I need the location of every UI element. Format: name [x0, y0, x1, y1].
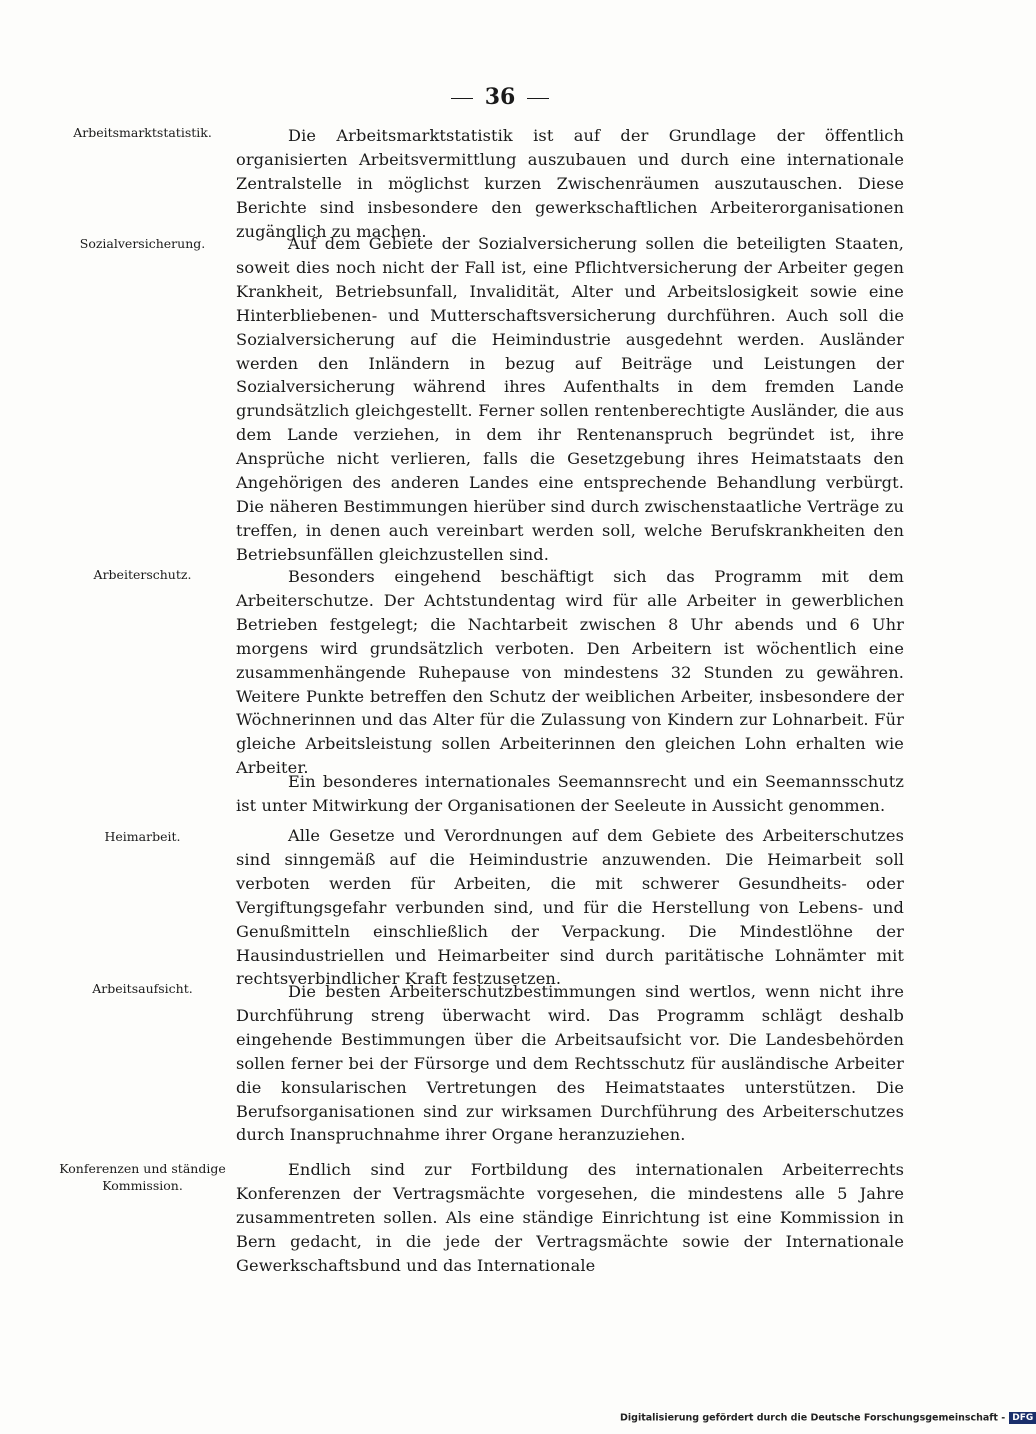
margin-label-arbeitsaufsicht: Arbeitsaufsicht.: [92, 981, 193, 996]
margin-label-arbeiterschutz: Arbeiterschutz.: [93, 567, 192, 582]
dash-right: [527, 98, 549, 99]
paragraph-arbeitsaufsicht: Die besten Arbeiterschutzbestimmungen sind wertlos, wenn nicht ihre Durchführung streng überwacht wird. Das Programm schlägt deshalb eingehende Bestimmungen über die Arbeitsaufsicht vor. Die Landesbehörden sollen ferner bei der Fürsorge und dem Rechtsschutz für ausländische Arbeiter die konsularischen Vertretungen des Heimatstaates unterstützen. Die Berufsorganisationen sind zur wirksamen Durchführung des Arbeiterschutzes durch Inanspruchnahme ihrer Organe heranzuziehen.: [236, 982, 904, 1145]
margin-label-heimarbeit: Heimarbeit.: [104, 829, 181, 844]
footer-text: Digitalisierung gefördert durch die Deutsche Forschungsgemeinschaft -: [620, 1412, 1006, 1424]
dfg-logo: DFG: [1009, 1412, 1036, 1424]
paragraph-konferenzen: Endlich sind zur Fortbildung des internationalen Arbeiterrechts Konferenzen der Vertragsmächte vorgesehen, die mindestens alle 5 Jahre zusammentreten sollen. Als eine ständige Einrichtung ist eine Kommission in Bern gedacht, in die jede der Vertragsmächte sowie der Internationale Gewerkschaftsbund und das Internationale: [236, 1160, 904, 1275]
margin-label-arbeitsmarktstatistik: Arbeitsmarktstatistik.: [73, 125, 212, 140]
paragraph-heimarbeit: Alle Gesetze und Verordnungen auf dem Gebiete des Arbeiterschutzes sind sinngemäß auf die Heimindustrie anzuwenden. Die Heimarbeit soll verboten werden für Arbeiten, die mit schwerer Gesundheits- oder Vergiftungsgefahr verbunden sind, und für die Herstellung von Lebens- und Genußmitteln einschließlich der Verpackung. Die Mindestlöhne der Hausindustriellen und Heimarbeiter sind durch paritätische Lohnämter mit rechtsverbindlicher Kraft festzusetzen.: [236, 826, 904, 989]
paragraph-seemannsrecht: Ein besonderes internationales Seemannsrecht und ein Seemannsschutz ist unter Mitwirkung der Organisationen der Seeleute in Aussicht genommen.: [236, 772, 904, 815]
paragraph-arbeitsmarktstatistik: Die Arbeitsmarktstatistik ist auf der Grundlage der öffentlich organisierten Arbeitsvermittlung auszubauen und durch eine internationale Zentralstelle in möglichst kurzen Zwischenräumen auszutauschen. Diese Berichte sind insbesondere den gewerkschaftlichen Arbeiterorganisationen zugänglich zu machen.: [236, 126, 904, 241]
page-number: [0, 84, 1000, 110]
margin-label-konferenzen: Konferenzen und ständige Kommission.: [59, 1161, 226, 1193]
footer: [620, 1412, 1036, 1424]
dash-left: [451, 98, 473, 99]
paragraph-arbeiterschutz: Besonders eingehend beschäftigt sich das Programm mit dem Arbeiterschutze. Der Achtstundentag wird für alle Arbeiter in gewerblichen Betrieben festgelegt; die Nachtarbeit zwischen 8 Uhr abends und 6 Uhr morgens wird grundsätzlich verboten. Den Arbeitern ist wöchentlich eine zusammenhängende Ruhepause von mindestens 32 Stunden zu gewähren. Weitere Punkte betreffen den Schutz der weiblichen Arbeiter, insbesondere der Wöchnerinnen und das Alter für die Zulassung von Kindern zur Lohnarbeit. Für gleiche Arbeitsleistung sollen Arbeiterinnen den gleichen Lohn erhalten wie Arbeiter.: [236, 567, 904, 778]
margin-label-sozialversicherung: Sozialversicherung.: [79, 236, 206, 251]
page-number-text: 36: [484, 84, 516, 110]
paragraph-sozialversicherung: Auf dem Gebiete der Sozialversicherung sollen die beteiligten Staaten, soweit dies noch nicht der Fall ist, eine Pflichtversicherung der Arbeiter gegen Krankheit, Betriebsunfall, Invalidität, Alter und Arbeitslosigkeit sowie eine Hinterbliebenen- und Mutterschaftsversicherung durchführen. Auch soll die Sozialversicherung auf die Heimindustrie ausgedehnt werden. Ausländer werden den Inländern in bezug auf Beiträge und Leistungen der Sozialversicherung während ihres Aufenthalts in dem fremden Lande grundsätzlich gleichgestellt. Ferner sollen rentenberechtigte Ausländer, die aus dem Lande verziehen, in dem ihr Rentenanspruch begründet ist, ihre Ansprüche nicht verlieren, falls die Gesetzgebung ihres Heimatstaats den Angehörigen des anderen Landes eine entsprechende Behandlung verbürgt. Die näheren Bestimmungen hierüber sind durch zwischenstaatliche Verträge zu treffen, in denen auch vereinbart werden soll, welche Berufskrankheiten den Betriebsunfällen gleichzustellen sind.: [236, 234, 904, 564]
